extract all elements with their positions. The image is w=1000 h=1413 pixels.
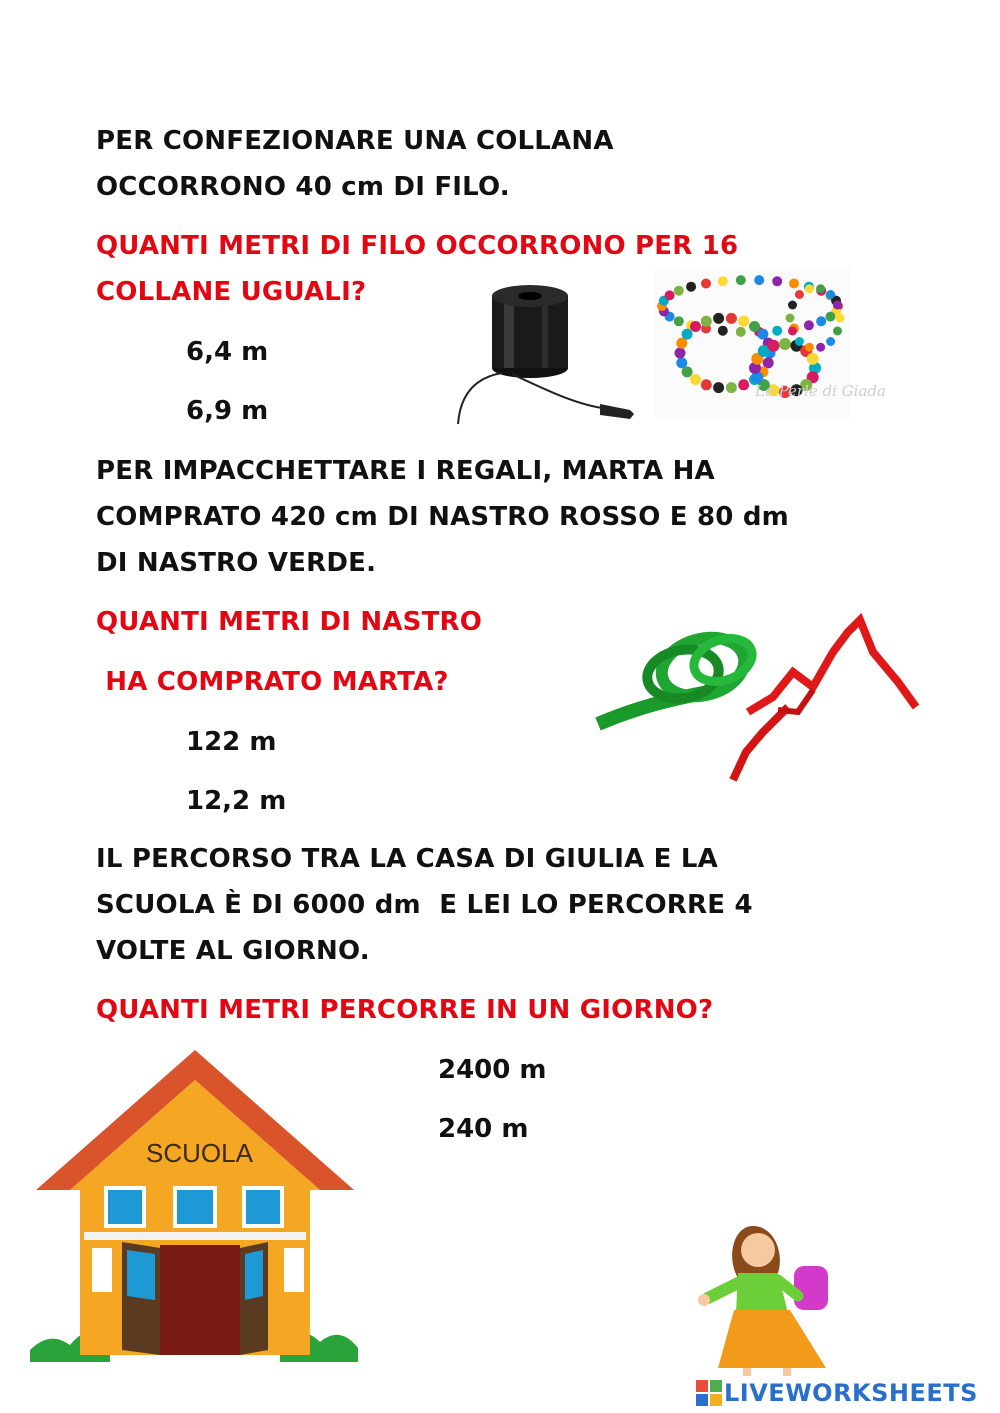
necklace-bead — [682, 329, 693, 340]
necklace-bead — [805, 284, 814, 293]
girl-icon — [698, 1218, 838, 1378]
problem3-statement-line1: IL PERCORSO TRA LA CASA DI GIULIA E LA — [96, 844, 718, 874]
problem1-statement-line1: PER CONFEZIONARE UNA COLLANA — [96, 126, 614, 156]
necklace-bead — [718, 276, 728, 286]
liveworksheets-logo-icon — [696, 1380, 722, 1406]
necklace-bead — [772, 326, 782, 336]
necklace-bead — [816, 284, 825, 293]
necklace-bead — [833, 327, 842, 336]
necklace-bead — [786, 314, 795, 323]
problem1-question-line2: COLLANE UGUALI? — [96, 277, 367, 307]
problem2-question-line1: QUANTI METRI DI NASTRO — [96, 607, 483, 637]
necklace-bead — [807, 353, 819, 365]
necklace-bead — [836, 314, 845, 323]
necklace-bead — [804, 320, 814, 330]
necklace-bead — [789, 279, 799, 289]
necklace-watermark: Le Perle di Giada — [755, 382, 886, 400]
problem1-question-line1: QUANTI METRI DI FILO OCCORRONO PER 16 — [96, 231, 739, 261]
necklace-bead — [713, 382, 724, 393]
necklaces-icon — [655, 268, 886, 418]
necklace-bead — [726, 313, 737, 324]
necklace-bead — [686, 282, 696, 292]
necklace-bead — [736, 327, 746, 337]
necklace-bead — [805, 343, 814, 352]
problem3-option-1[interactable]: 2400 m — [438, 1055, 547, 1085]
necklace-bead — [816, 343, 825, 352]
necklace-bead — [788, 327, 797, 336]
necklace-bead — [674, 316, 684, 326]
necklace-bead — [738, 379, 749, 390]
necklace-bead — [726, 382, 737, 393]
problem2-statement-line1: PER IMPACCHETTARE I REGALI, MARTA HA — [96, 456, 715, 486]
necklace-bead — [674, 286, 684, 296]
necklace-bead — [795, 290, 804, 299]
ribbons-icon — [598, 612, 918, 787]
problem2-option-1[interactable]: 122 m — [186, 727, 277, 757]
necklace-bead — [665, 290, 675, 300]
school-icon — [30, 1050, 360, 1370]
necklace-bead — [701, 379, 712, 390]
necklace-bead — [772, 276, 782, 286]
problem2-option-2[interactable]: 12,2 m — [186, 786, 287, 816]
problem2-statement-line3: DI NASTRO VERDE. — [96, 548, 377, 578]
problem1-option-1[interactable]: 6,4 m — [186, 337, 269, 367]
necklace-bead — [788, 301, 797, 310]
school-sign: SCUOLA — [146, 1138, 253, 1168]
problem3-statement-line2: SCUOLA È DI 6000 dm E LEI LO PERCORRE 4 — [96, 890, 753, 920]
necklace-bead — [701, 316, 712, 327]
necklace-bead — [713, 313, 724, 324]
problem2-statement-line2: COMPRATO 420 cm DI NASTRO ROSSO E 80 dm — [96, 502, 789, 532]
problem3-statement-line3: VOLTE AL GIORNO. — [96, 936, 370, 966]
problem3-question: QUANTI METRI PERCORRE IN UN GIORNO? — [96, 995, 714, 1025]
necklace-bead — [795, 337, 804, 346]
problem1-statement-line2: OCCORRONO 40 cm DI FILO. — [96, 172, 510, 202]
necklace-bead — [690, 321, 701, 332]
necklace-bead — [826, 290, 835, 299]
necklace-bead — [826, 337, 835, 346]
liveworksheets-logo — [696, 1376, 978, 1410]
necklace-bead — [738, 316, 749, 327]
necklace-bead — [701, 279, 711, 289]
necklace-bead — [718, 326, 728, 336]
necklace-bead — [736, 275, 746, 285]
problem1-option-2[interactable]: 6,9 m — [186, 396, 269, 426]
thread-spool-icon — [452, 278, 642, 428]
necklace-bead — [749, 321, 760, 332]
necklace-bead — [833, 301, 842, 310]
necklace-bead — [825, 312, 835, 322]
problem2-question-line2: HA COMPRATO MARTA? — [96, 667, 449, 697]
necklace-bead — [779, 338, 791, 350]
necklace-bead — [690, 374, 701, 385]
necklace-bead — [675, 348, 686, 359]
problem3-option-2[interactable]: 240 m — [438, 1114, 529, 1144]
necklace-bead — [676, 357, 687, 368]
necklace-bead — [816, 316, 826, 326]
liveworksheets-logo-text: LIVEWORKSHEETS — [724, 1379, 978, 1407]
necklace-bead — [754, 275, 764, 285]
necklace-bead — [768, 340, 780, 352]
